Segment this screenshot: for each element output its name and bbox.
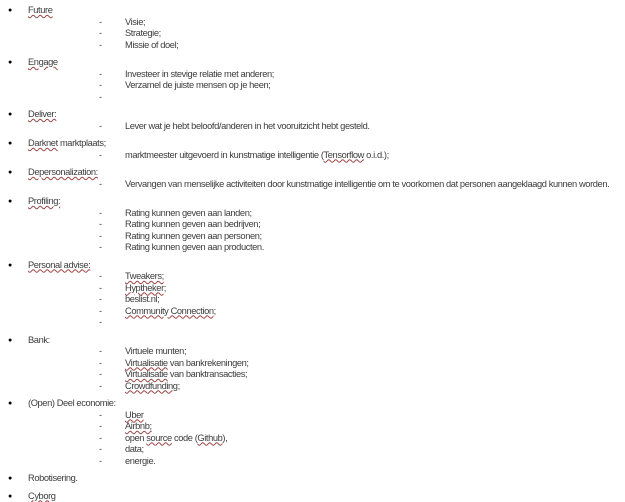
dash-icon: - xyxy=(99,69,125,81)
dash-icon: - xyxy=(99,271,125,283)
section-header xyxy=(0,109,625,121)
section-title xyxy=(28,491,56,502)
list-item-text xyxy=(125,283,166,295)
list-item xyxy=(0,456,625,468)
spellchecked-text: Personal advise: xyxy=(28,260,90,270)
spellchecked-text: Airbnb; xyxy=(125,421,152,431)
list-item-text xyxy=(125,294,159,306)
text-run: code ( xyxy=(172,433,198,443)
list-item xyxy=(0,28,625,40)
list-section xyxy=(0,138,625,161)
list-item-text xyxy=(125,410,144,422)
spellchecked-text: Engage xyxy=(28,57,58,67)
list-section xyxy=(0,473,625,485)
dash-icon: - xyxy=(99,231,125,243)
text-run: Verzamel de juiste mensen op je heen; xyxy=(125,80,270,90)
list-item xyxy=(0,219,625,231)
list-item xyxy=(0,150,625,162)
dash-icon: - xyxy=(99,17,125,29)
list-item xyxy=(0,306,625,318)
text-run: Lever wat je hebt beloofd/anderen in het vooruitzicht hebt gesteld. xyxy=(125,121,370,131)
spellchecked-text: Github xyxy=(197,433,222,443)
section-title xyxy=(28,335,50,347)
text-run: Missie of doel; xyxy=(125,40,178,50)
text-run: o.i.d.); xyxy=(364,150,389,160)
section-title xyxy=(28,57,58,69)
dash-icon: - xyxy=(99,219,125,231)
dash-icon: - xyxy=(99,410,125,422)
dash-icon: - xyxy=(99,179,125,191)
dash-icon: - xyxy=(99,369,125,381)
list-item-text xyxy=(125,40,178,52)
section-title xyxy=(28,5,52,17)
text-run: Rating kunnen geven aan landen; xyxy=(125,208,252,218)
text-run: Visie; xyxy=(125,17,145,27)
list-item-text xyxy=(125,231,262,243)
spellchecked-text: Uber xyxy=(125,410,144,420)
spellchecked-text: Hyptheker; xyxy=(125,283,166,293)
list-item-text xyxy=(125,121,370,133)
bullet-icon: ● xyxy=(8,167,20,179)
dash-icon: - xyxy=(99,456,125,468)
text-run: van bankrekeningen; xyxy=(168,358,249,368)
list-section xyxy=(0,167,625,190)
list-item xyxy=(0,179,625,191)
list-section xyxy=(0,491,625,502)
spellchecked-text: Darknet xyxy=(28,138,58,148)
section-title xyxy=(28,109,56,121)
list-item xyxy=(0,283,625,295)
list-section xyxy=(0,398,625,467)
dash-icon: - xyxy=(99,294,125,306)
bullet-icon: ● xyxy=(8,491,20,502)
section-header xyxy=(0,260,625,272)
section-header xyxy=(0,57,625,69)
section-header xyxy=(0,491,625,502)
section-title xyxy=(28,260,90,272)
list-item-text xyxy=(125,28,161,40)
dash-icon: - xyxy=(99,40,125,52)
dash-icon: - xyxy=(99,208,125,220)
section-title xyxy=(28,398,116,410)
list-item-text xyxy=(125,444,144,456)
section-header xyxy=(0,335,625,347)
spellchecked-text: Tensorflow xyxy=(324,150,364,160)
list-item xyxy=(0,40,625,52)
text-run: open xyxy=(125,433,146,443)
bullet-icon: ● xyxy=(8,57,20,69)
list-item xyxy=(0,410,625,422)
list-section xyxy=(0,335,625,393)
list-item-text xyxy=(125,271,164,283)
list-item xyxy=(0,369,625,381)
list-item xyxy=(0,80,625,92)
list-item-text xyxy=(125,421,152,433)
list-section xyxy=(0,196,625,254)
list-item-text xyxy=(125,433,227,445)
text-run: data; xyxy=(125,444,144,454)
text-run: ), xyxy=(222,433,227,443)
text-run: Rating kunnen geven aan personen; xyxy=(125,231,262,241)
spellchecked-text: Tweakers; xyxy=(125,271,164,281)
dash-icon: - xyxy=(99,121,125,133)
list-item-text xyxy=(125,456,155,468)
text-run: (Open) Deel economie: xyxy=(28,398,116,408)
bullet-icon: ● xyxy=(8,473,20,485)
section-header xyxy=(0,398,625,410)
section-title xyxy=(28,138,106,150)
list-section xyxy=(0,109,625,132)
dash-icon: - xyxy=(99,381,125,393)
list-item xyxy=(0,121,625,133)
text-run: Vervangen van menselijke activiteiten door kunstmatige intelligentie om te voorkomen dat personen aangeklaagd kunnen worden. xyxy=(125,179,609,189)
section-header xyxy=(0,138,625,150)
list-item xyxy=(0,92,625,104)
text-run: Rating kunnen geven aan bedrijven; xyxy=(125,219,260,229)
list-item xyxy=(0,346,625,358)
list-section xyxy=(0,57,625,103)
text-run: van banktransacties; xyxy=(168,369,247,379)
list-item-text xyxy=(125,80,270,92)
list-item xyxy=(0,433,625,445)
list-item xyxy=(0,69,625,81)
dash-icon: - xyxy=(99,444,125,456)
list-item-text xyxy=(125,306,216,318)
dash-icon: - xyxy=(99,150,125,162)
dash-icon: - xyxy=(99,92,125,104)
dash-icon: - xyxy=(99,283,125,295)
list-item-text xyxy=(125,346,186,358)
list-item-text xyxy=(125,69,274,81)
spellchecked-text: Deliver: xyxy=(28,109,56,119)
bullet-icon: ● xyxy=(8,138,20,150)
text-run: Bank: xyxy=(28,335,50,345)
section-title xyxy=(28,167,98,179)
list-item xyxy=(0,444,625,456)
bullet-icon: ● xyxy=(8,109,20,121)
list-item xyxy=(0,358,625,370)
dash-icon: - xyxy=(99,421,125,433)
spellchecked-text: Future xyxy=(28,5,52,15)
dash-icon: - xyxy=(99,317,125,329)
text-run: Robotisering. xyxy=(28,473,78,483)
spellchecked-text: source xyxy=(146,433,172,443)
spellchecked-text: Cyborg xyxy=(28,491,56,501)
section-title xyxy=(28,473,78,485)
bullet-icon: ● xyxy=(8,398,20,410)
list-item xyxy=(0,271,625,283)
text-run: Investeer in stevige relatie met anderen; xyxy=(125,69,274,79)
list-item xyxy=(0,242,625,254)
spellchecked-text: Community Connection; xyxy=(125,306,216,316)
list-item xyxy=(0,17,625,29)
spellchecked-text: Virtualisatie xyxy=(125,369,168,379)
section-title xyxy=(28,196,60,208)
list-item-text xyxy=(125,208,252,220)
text-run: marktmeester uitgevoerd in kunstmatige intelligentie ( xyxy=(125,150,324,160)
spellchecked-text: Crowdfunding; xyxy=(125,381,180,391)
list-section xyxy=(0,5,625,51)
list-item xyxy=(0,231,625,243)
bullet-icon: ● xyxy=(8,260,20,272)
list-item-text xyxy=(125,219,260,231)
bullet-icon: ● xyxy=(8,5,20,17)
text-run: marktplaats; xyxy=(58,138,106,148)
text-run: beslist.nl; xyxy=(125,294,159,304)
text-run: Strategie; xyxy=(125,28,161,38)
list-item xyxy=(0,421,625,433)
section-header xyxy=(0,473,625,485)
spellchecked-text: Virtualisatie xyxy=(125,358,168,368)
text-run: Virtuele munten; xyxy=(125,346,186,356)
list-item-text xyxy=(125,381,180,393)
section-header xyxy=(0,196,625,208)
list-item-text xyxy=(125,179,609,191)
list-item-text xyxy=(125,369,247,381)
dash-icon: - xyxy=(99,358,125,370)
list-item-text xyxy=(125,150,389,162)
bullet-icon: ● xyxy=(8,196,20,208)
dash-icon: - xyxy=(99,80,125,92)
text-run: Rating kunnen geven aan producten. xyxy=(125,242,264,252)
list-item xyxy=(0,317,625,329)
dash-icon: - xyxy=(99,433,125,445)
list-item-text xyxy=(125,358,249,370)
list-item xyxy=(0,294,625,306)
section-header xyxy=(0,5,625,17)
list-item xyxy=(0,208,625,220)
dash-icon: - xyxy=(99,346,125,358)
dash-icon: - xyxy=(99,28,125,40)
section-header xyxy=(0,167,625,179)
list-item-text xyxy=(125,242,264,254)
list-section xyxy=(0,260,625,329)
spellchecked-text: Depersonalization: xyxy=(28,167,98,177)
dash-icon: - xyxy=(99,242,125,254)
dash-icon: - xyxy=(99,306,125,318)
list-item xyxy=(0,381,625,393)
text-run: energie. xyxy=(125,456,155,466)
spellchecked-text: Profiling: xyxy=(28,196,60,206)
bullet-icon: ● xyxy=(8,335,20,347)
list-item-text xyxy=(125,17,145,29)
